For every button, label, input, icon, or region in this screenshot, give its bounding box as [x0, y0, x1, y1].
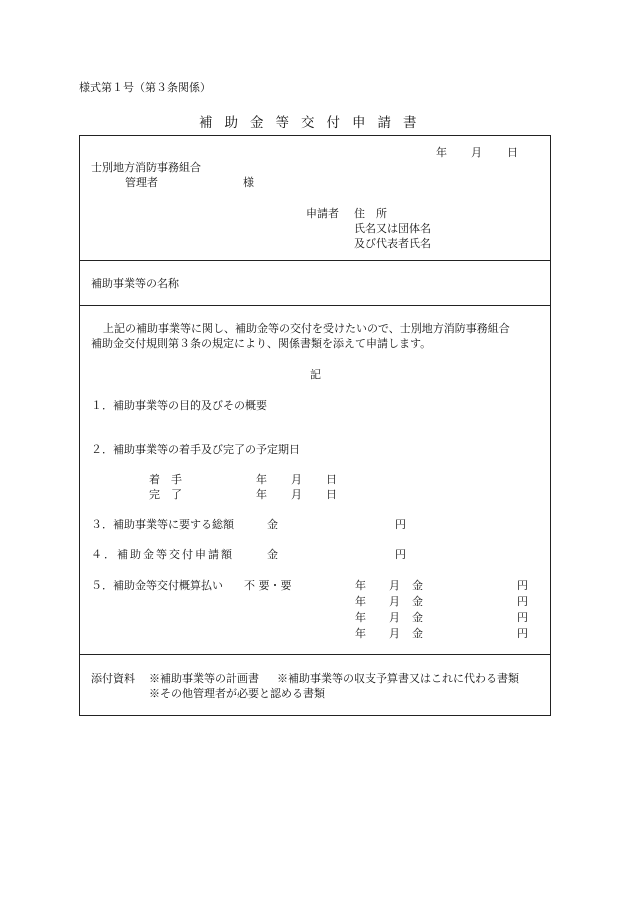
organization-name: 士別地方消防事務組合 — [91, 161, 201, 174]
payment-kin: 金 — [412, 579, 423, 592]
attachment-doc-3: ※その他管理者が必要と認める書類 — [149, 687, 325, 700]
manager-label: 管理者 — [125, 176, 158, 189]
payment-kin: 金 — [412, 627, 423, 640]
start-year: 年 — [256, 473, 267, 486]
item-3-total-cost: ３．補助事業等に要する総額 — [91, 518, 234, 531]
section-divider — [79, 260, 551, 261]
attachments-label: 添付資料 — [91, 672, 135, 685]
statement-line-2: 補助金交付規則第３条の規定により、関係書類を添えて申請します。 — [91, 337, 432, 350]
start-day: 日 — [326, 473, 337, 486]
payment-yen: 円 — [517, 627, 528, 640]
section-divider — [79, 305, 551, 306]
item-5-advance-payment: ５．補助金等交付概算払い — [91, 579, 223, 592]
payment-year: 年 — [355, 579, 366, 592]
item-3-yen: 円 — [395, 518, 406, 531]
end-label: 完 了 — [149, 488, 182, 501]
item-4-yen: 円 — [395, 548, 406, 561]
attachment-doc-1: ※補助事業等の計画書 — [149, 672, 259, 685]
payment-month: 月 — [389, 595, 400, 608]
end-month: 月 — [291, 488, 302, 501]
start-month: 月 — [291, 473, 302, 486]
item-2-schedule: ２．補助事業等の着手及び完了の予定期日 — [91, 443, 300, 456]
date-year-label: 年 — [436, 146, 447, 159]
end-year: 年 — [256, 488, 267, 501]
payment-month: 月 — [389, 579, 400, 592]
name-label-2: 及び代表者氏名 — [354, 237, 431, 250]
ki-heading: 記 — [310, 368, 321, 381]
application-form-frame — [79, 135, 551, 716]
honorific: 様 — [243, 176, 254, 189]
item-5-choice: 不 要・要 — [244, 579, 292, 592]
section-divider — [79, 654, 551, 655]
payment-yen: 円 — [517, 579, 528, 592]
payment-yen: 円 — [517, 611, 528, 624]
start-label: 着 手 — [149, 473, 182, 486]
date-month-label: 月 — [471, 146, 482, 159]
item-4-requested-amount: ４．補助金等交付申請額 — [91, 548, 234, 561]
payment-year: 年 — [355, 627, 366, 640]
payment-yen: 円 — [517, 595, 528, 608]
payment-year: 年 — [355, 611, 366, 624]
form-number: 様式第１号（第３条関係） — [79, 81, 211, 94]
attachment-doc-2: ※補助事業等の収支予算書又はこれに代わる書類 — [277, 672, 519, 685]
statement-line-1: 上記の補助事業等に関し、補助金等の交付を受けたいので、士別地方消防事務組合 — [103, 322, 510, 335]
page-title: 補助金等交付申請書 — [199, 115, 429, 131]
name-label-1: 氏名又は団体名 — [354, 222, 431, 235]
item-1-purpose: １．補助事業等の目的及びその概要 — [91, 399, 267, 412]
payment-month: 月 — [389, 627, 400, 640]
address-label: 住 所 — [354, 207, 387, 220]
end-day: 日 — [326, 488, 337, 501]
payment-month: 月 — [389, 611, 400, 624]
payment-kin: 金 — [412, 611, 423, 624]
date-day-label: 日 — [507, 146, 518, 159]
item-4-kin: 金 — [267, 548, 278, 561]
item-3-kin: 金 — [267, 518, 278, 531]
payment-kin: 金 — [412, 595, 423, 608]
applicant-label: 申請者 — [306, 207, 339, 220]
project-name-label: 補助事業等の名称 — [91, 277, 179, 290]
payment-year: 年 — [355, 595, 366, 608]
